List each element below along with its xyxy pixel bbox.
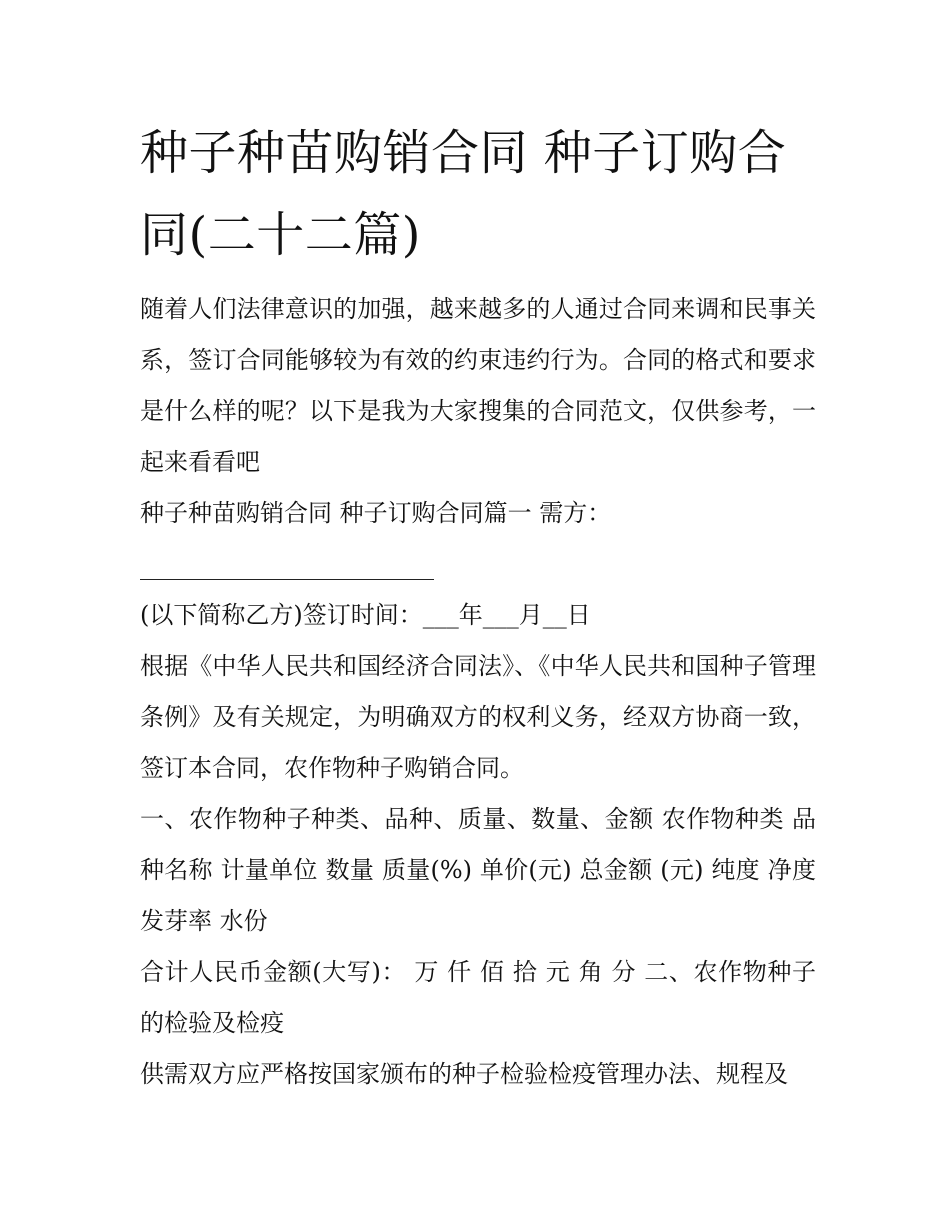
signing-date-line: (以下简称乙方)签订时间：___年___月__日 xyxy=(140,601,591,629)
inspection-paragraph: 供需双方应严格按国家颁布的种子检验检疫管理办法、规程及 xyxy=(140,1060,788,1088)
signature-blank-line xyxy=(140,539,816,590)
legal-basis-paragraph: 根据《中华人民共和国经济合同法》、《中华人民共和国种子管理条例》及有关规定，为明确双方的权利义务，经双方协商一致，签订本合同，农作物种子购销合同。 xyxy=(140,652,816,782)
total-amount-paragraph: 合计人民币金额(大写)： 万 仟 佰 拾 元 角 分 二、农作物种子的检验及检疫 xyxy=(140,958,816,1037)
intro-paragraph: 随着人们法律意识的加强，越来越多的人通过合同来调和民事关系，签订合同能够较为有效的约束违约行为。合同的格式和要求是什么样的呢？以下是我为大家搜集的合同范文，仅供参考，一起来看看吧 xyxy=(140,295,816,476)
section-one-paragraph: 一、农作物种子种类、品种、质量、数量、金额 农作物种类 品种名称 计量单位 数量 质量(%) 单价(元) 总金额 (元) 纯度 净度 发芽率 水份 xyxy=(140,805,816,935)
document-title: 种子种苗购销合同 种子订购合同(二十二篇) xyxy=(140,125,787,263)
contract-heading-line: 种子种苗购销合同 种子订购合同篇一 需方： xyxy=(140,499,612,527)
document-page xyxy=(140,112,816,1100)
